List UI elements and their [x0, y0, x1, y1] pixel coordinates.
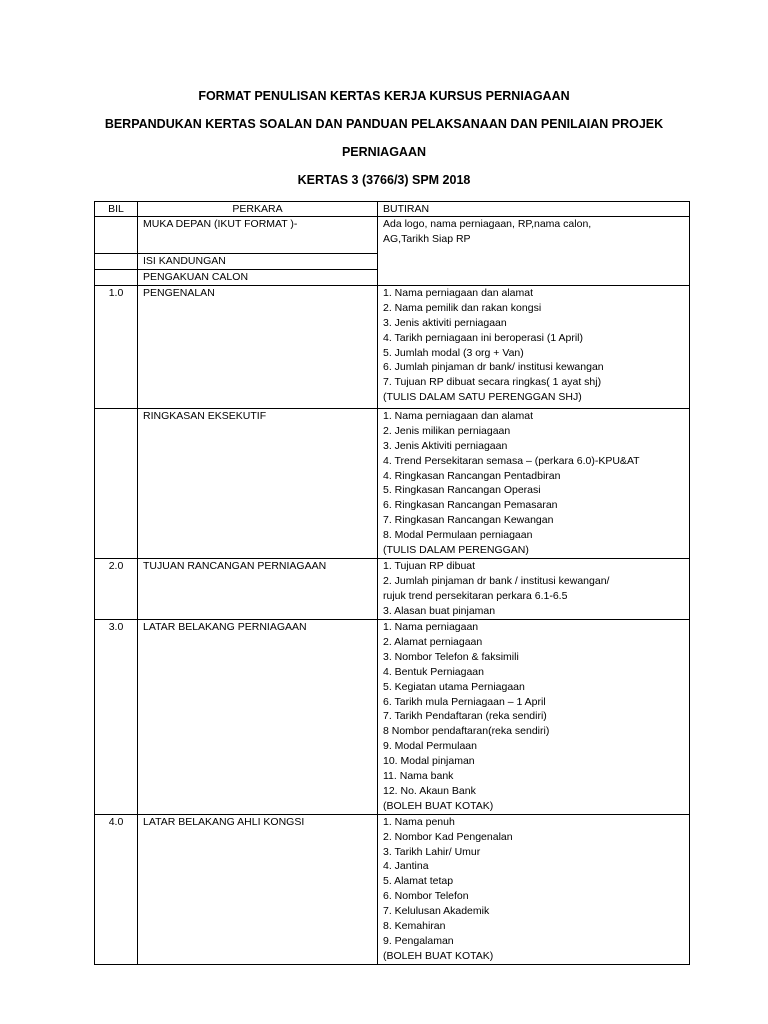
butiran-line: 4. Bentuk Perniagaan: [383, 665, 484, 678]
butiran-line: 1. Nama perniagaan: [383, 620, 479, 633]
butiran-line: 2. Nama pemilik dan rakan kongsi: [383, 301, 542, 314]
cell-bil: [95, 217, 138, 254]
butiran-line: 7. Tarikh Pendaftaran (reka sendiri): [383, 710, 547, 723]
format-table: [94, 201, 690, 965]
cell-butiran: [378, 408, 690, 558]
butiran-line: Ada logo, nama perniagaan, RP,nama calon,: [383, 218, 592, 230]
butiran-line: 5. Ringkasan Rancangan Operasi: [383, 484, 541, 497]
butiran-line: 3. Alasan buat pinjaman: [383, 604, 496, 617]
butiran-line: 7. Tujuan RP dibuat secara ringkas( 1 ayat shj): [383, 376, 602, 389]
butiran-line: 3. Jenis Aktiviti perniagaan: [383, 439, 508, 452]
butiran-line: 6. Jumlah pinjaman dr bank/ institusi kewangan: [383, 361, 604, 374]
butiran-line: 7. Kelulusan Akademik: [383, 905, 490, 918]
cell-bil: 3.0: [95, 619, 138, 814]
paper-code-heading: KERTAS 3 (3766/3) SPM 2018: [297, 173, 471, 187]
butiran-line: 12. No. Akaun Bank: [383, 784, 476, 797]
header-butiran: BUTIRAN: [378, 202, 690, 217]
table-row: [95, 285, 690, 408]
butiran-line: 8 Nombor pendaftaran(reka sendiri): [383, 725, 550, 738]
cell-perkara: RINGKASAN EKSEKUTIF: [138, 408, 378, 558]
cell-butiran: [378, 558, 690, 619]
table-row: [95, 558, 690, 619]
butiran-line: 4. Tarikh perniagaan ini beroperasi (1 April): [383, 331, 584, 344]
butiran-line: 4. Trend Persekitaran semasa – (perkara 6.0)-KPU&AT: [383, 454, 640, 467]
table-row: [95, 408, 690, 558]
butiran-line: 2. Jenis milikan perniagaan: [383, 424, 511, 437]
cell-butiran: [378, 619, 690, 814]
butiran-line: 4. Jantina: [383, 860, 429, 873]
butiran-line: rujuk trend persekitaran perkara 6.1-6.5: [383, 589, 568, 602]
cell-perkara: TUJUAN RANCANGAN PERNIAGAAN: [138, 558, 378, 619]
cell-perkara: PENGENALAN: [138, 285, 378, 408]
butiran-line: 9. Pengalaman: [383, 935, 454, 947]
cell-butiran: [378, 285, 690, 408]
butiran-line: AG,Tarikh Siap RP: [383, 232, 471, 245]
cell-butiran: [378, 217, 690, 286]
cell-bil: 1.0: [95, 285, 138, 408]
butiran-line: 5. Jumlah modal (3 org + Van): [383, 346, 524, 359]
butiran-line: 3. Tarikh Lahir/ Umur: [383, 845, 481, 858]
cell-perkara: LATAR BELAKANG PERNIAGAAN: [138, 619, 378, 814]
cell-perkara: LATAR BELAKANG AHLI KONGSI: [138, 814, 378, 964]
butiran-line: 5. Alamat tetap: [383, 875, 454, 888]
cell-bil: 2.0: [95, 558, 138, 619]
butiran-line: 4. Ringkasan Rancangan Pentadbiran: [383, 469, 561, 482]
cell-bil: [95, 408, 138, 558]
butiran-line: 2. Jumlah pinjaman dr bank / institusi kewangan/: [383, 574, 610, 587]
butiran-line: 6. Nombor Telefon: [383, 890, 469, 903]
table-row: [95, 814, 690, 964]
cell-butiran: [378, 814, 690, 964]
butiran-line: 6. Tarikh mula Perniagaan – 1 April: [383, 695, 546, 708]
document-title: FORMAT PENULISAN KERTAS KERJA KURSUS PERNIAGAAN: [198, 89, 570, 103]
cell-perkara: MUKA DEPAN (IKUT FORMAT )-: [138, 217, 378, 254]
butiran-line: 1. Nama perniagaan dan alamat: [383, 409, 534, 422]
butiran-line: 3. Jenis aktiviti perniagaan: [383, 316, 507, 329]
butiran-line: (BOLEH BUAT KOTAK): [383, 799, 494, 812]
butiran-line: 11. Nama bank: [383, 770, 454, 783]
header-bil: BIL: [95, 202, 138, 217]
cell-perkara: ISI KANDUNGAN: [138, 254, 378, 270]
butiran-line: (TULIS DALAM PERENGGAN): [383, 544, 529, 557]
cell-bil: [95, 270, 138, 286]
cell-perkara: PENGAKUAN CALON: [138, 270, 378, 286]
table-header-row: [95, 202, 690, 217]
document-subtitle: BERPANDUKAN KERTAS SOALAN DAN PANDUAN PELAKSANAAN DAN PENILAIAN PROJEK: [104, 117, 664, 131]
butiran-line: 10. Modal pinjaman: [383, 755, 475, 768]
document-subtitle-continued: PERNIAGAAN: [341, 145, 427, 159]
cell-bil: [95, 254, 138, 270]
butiran-line: (TULIS DALAM SATU PERENGGAN SHJ): [383, 391, 582, 404]
table-row: [95, 619, 690, 814]
butiran-line: 3. Nombor Telefon & faksimili: [383, 650, 519, 663]
butiran-line: 5. Kegiatan utama Perniagaan: [383, 680, 525, 693]
butiran-line: 8. Modal Permulaan perniagaan: [383, 529, 533, 542]
butiran-line: 6. Ringkasan Rancangan Pemasaran: [383, 499, 558, 512]
butiran-line: 2. Nombor Kad Pengenalan: [383, 830, 513, 843]
butiran-line: 1. Nama perniagaan dan alamat: [383, 286, 534, 299]
table-row: [95, 217, 690, 254]
butiran-line: 8. Kemahiran: [383, 920, 446, 933]
header-perkara: PERKARA: [138, 202, 378, 217]
butiran-line: 1. Nama penuh: [383, 815, 455, 828]
butiran-line: 2. Alamat perniagaan: [383, 635, 483, 648]
butiran-line: 1. Tujuan RP dibuat: [383, 559, 476, 572]
butiran-line: 7. Ringkasan Rancangan Kewangan: [383, 514, 554, 527]
cell-bil: 4.0: [95, 814, 138, 964]
butiran-line: 9. Modal Permulaan: [383, 740, 477, 753]
butiran-line: (BOLEH BUAT KOTAK): [383, 949, 494, 962]
